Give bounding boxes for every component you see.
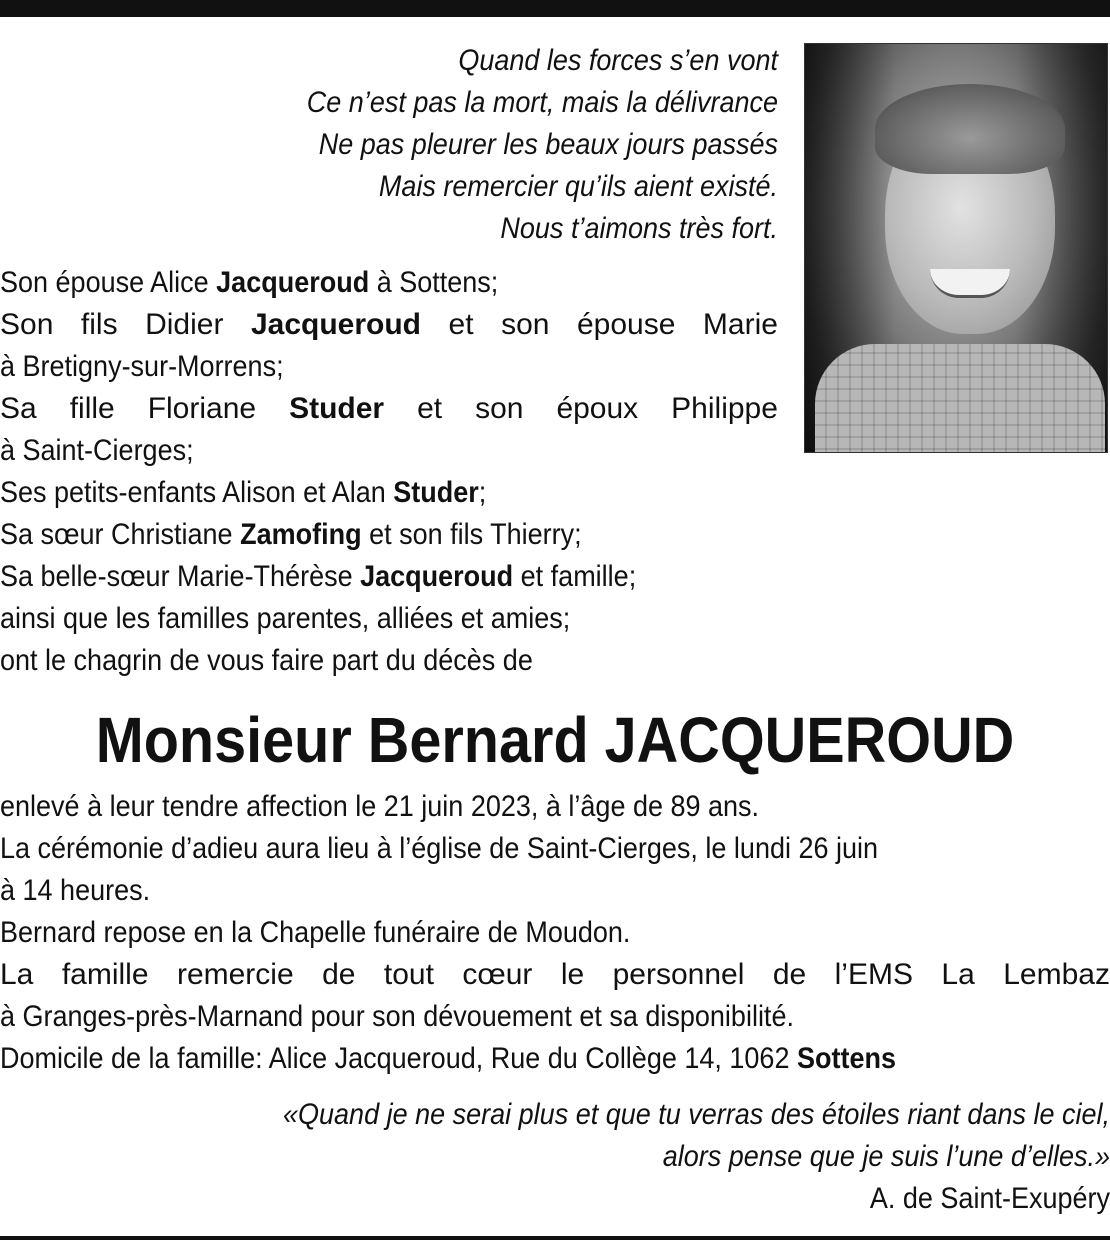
family-line-sister: Sa sœur Christiane Zamofing et son fils Thierry; xyxy=(0,518,582,551)
family-line-announcement: ont le chagrin de vous faire part du décès de xyxy=(0,644,533,677)
deceased-name: Monsieur Bernard JACQUEROUD xyxy=(95,704,1015,776)
family-line-sister-in-law: Sa belle-sœur Marie-Thérèse Jacqueroud et famille; xyxy=(0,560,637,593)
family-announcement xyxy=(0,262,778,682)
family-line-grandchildren: Ses petits-enfants Alison et Alan Studer; xyxy=(0,476,487,509)
quote-line: alors pense que je suis l’une d’elles.» xyxy=(662,1140,1110,1173)
family-line-son-place: à Bretigny-sur-Morrens; xyxy=(0,350,284,383)
poem-line: Ne pas pleurer les beaux jours passés xyxy=(318,128,778,161)
closing-quote xyxy=(0,1094,1110,1220)
details-line-thanks: La famille remercie de tout cœur le personnel de l’EMS La Lembaz xyxy=(0,958,1110,991)
poem-line: Mais remercier qu’ils aient existé. xyxy=(378,170,778,203)
family-line-relatives: ainsi que les familles parentes, alliées et amies; xyxy=(0,602,571,635)
ceremony-details xyxy=(0,786,1110,1080)
details-line-ceremony: La cérémonie d’adieu aura lieu à l’église de Saint-Cierges, le lundi 26 juin xyxy=(0,832,879,865)
poem-line: Quand les forces s’en vont xyxy=(458,44,778,77)
opening-poem xyxy=(78,40,778,250)
portrait-photo xyxy=(804,43,1108,453)
poem-line: Ce n’est pas la mort, mais la délivrance xyxy=(306,86,778,119)
family-line-son: Son fils Didier Jacqueroud et son épouse Marie xyxy=(0,308,778,341)
family-line-daughter-place: à Saint-Cierges; xyxy=(0,434,194,467)
details-line-domicile: Domicile de la famille: Alice Jacqueroud, Rue du Collège 14, 1062 Sottens xyxy=(0,1042,896,1075)
poem-line: Nous t’aimons très fort. xyxy=(500,212,778,245)
family-line-spouse: Son épouse Alice Jacqueroud à Sottens; xyxy=(0,266,499,299)
details-line-time: à 14 heures. xyxy=(0,874,151,907)
details-line-rest: Bernard repose en la Chapelle funéraire de Moudon. xyxy=(0,916,631,949)
details-line-thanks-place: à Granges-près-Marnand pour son dévouement et sa disponibilité. xyxy=(0,1000,794,1033)
details-line-death: enlevé à leur tendre affection le 21 juin 2023, à l’âge de 89 ans. xyxy=(0,790,760,823)
bottom-border-rule xyxy=(0,1236,1110,1240)
quote-author: A. de Saint-Exupéry xyxy=(869,1182,1110,1215)
photo-hair xyxy=(875,84,1065,174)
family-line-daughter: Sa fille Floriane Studer et son époux Philippe xyxy=(0,392,778,425)
photo-shirt xyxy=(815,344,1105,453)
top-border-rule xyxy=(0,0,1110,17)
quote-line: «Quand je ne serai plus et que tu verras des étoiles riant dans le ciel, xyxy=(283,1098,1110,1131)
